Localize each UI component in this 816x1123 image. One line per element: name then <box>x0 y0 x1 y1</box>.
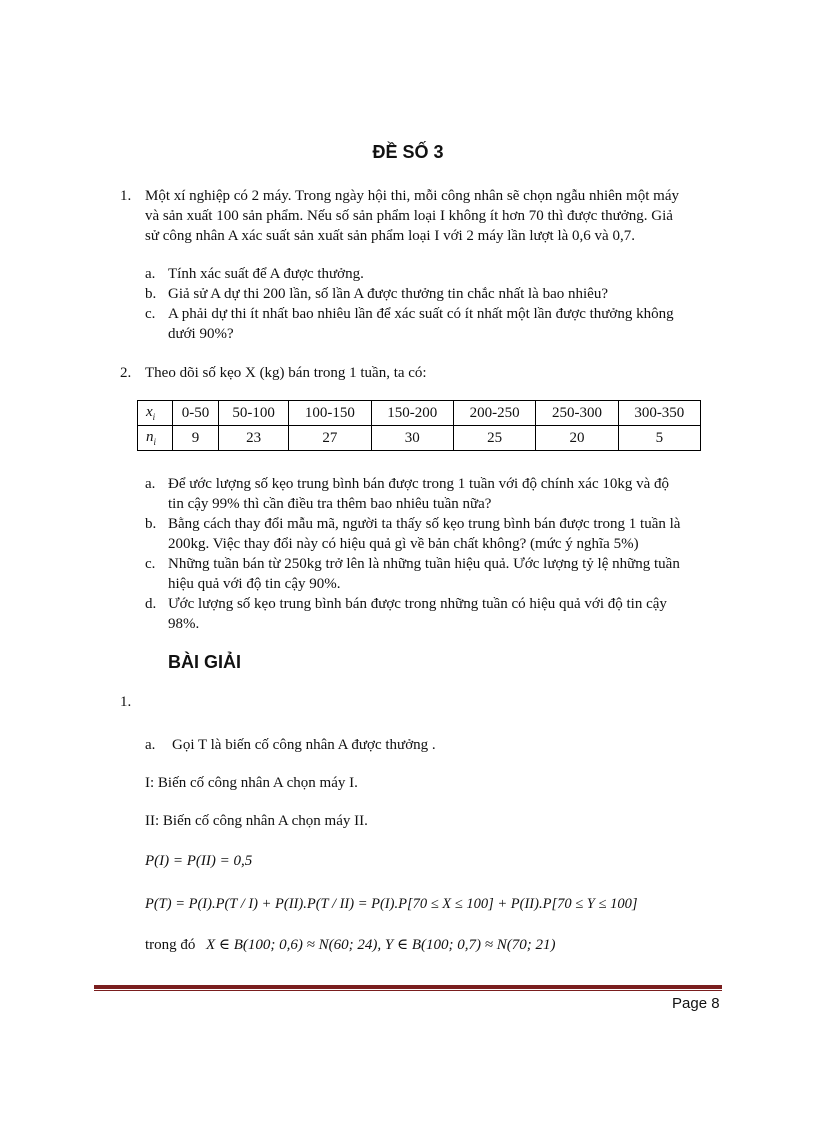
equation-prior: P(I) = P(II) = 0,5 <box>145 853 253 869</box>
count-cell: 23 <box>219 426 289 451</box>
x-symbol: x <box>146 404 153 420</box>
q2-item-c-text-2: hiệu quả với độ tin cậy 90%. <box>168 576 341 592</box>
x-subscript: i <box>152 412 156 422</box>
interval-cell: 300-350 <box>618 401 700 426</box>
q2-item-a-text-2: tin cậy 99% thì cần điều tra thêm bao nhiêu tuần nữa? <box>168 496 492 512</box>
question-1-number: 1. <box>120 188 132 204</box>
page-title: ĐỀ SỐ 3 <box>372 142 444 162</box>
footer-rule-thin <box>94 990 722 991</box>
question-2-number: 2. <box>120 365 132 381</box>
q1-item-c-text-2: dưới 90%? <box>168 326 234 342</box>
interval-cell: 200-250 <box>453 401 535 426</box>
question-1-line-3: sử công nhân A xác suất sản xuất sản phẩm loại I với 2 máy lần lượt là 0,6 và 0,7. <box>145 228 635 244</box>
footer-rule-thick <box>94 985 722 989</box>
table-header-x <box>138 401 173 426</box>
count-cell: 9 <box>173 426 219 451</box>
q1-item-c-label: c. <box>145 306 156 322</box>
q2-item-b-label: b. <box>145 516 157 532</box>
q1-item-a-label: a. <box>145 266 156 282</box>
count-cell: 5 <box>618 426 700 451</box>
n-subscript: i <box>153 437 157 447</box>
q1-item-b-label: b. <box>145 286 157 302</box>
q2-item-a-text-1: Để ước lượng số kẹo trung bình bán được trong 1 tuần với độ chính xác 10kg và độ <box>168 476 670 492</box>
n-symbol: n <box>146 429 154 445</box>
interval-cell: 100-150 <box>289 401 371 426</box>
interval-cell: 250-300 <box>536 401 618 426</box>
q1-item-c-text-1: A phải dự thi ít nhất bao nhiêu lần để xác suất có ít nhất một lần được thưởng không <box>168 306 674 322</box>
q2-item-d-text-2: 98%. <box>168 616 200 632</box>
definition-event-II: II: Biến cố công nhân A chọn máy II. <box>145 813 368 829</box>
interval-cell: 150-200 <box>371 401 453 426</box>
q2-item-c-text-1: Những tuần bán từ 250kg trở lên là những tuần hiệu quả. Ước lượng tỷ lệ những tuần <box>168 556 680 572</box>
count-cell: 20 <box>536 426 618 451</box>
interval-cell: 0-50 <box>173 401 219 426</box>
q2-item-d-label: d. <box>145 596 157 612</box>
q2-item-a-label: a. <box>145 476 156 492</box>
count-cell: 25 <box>453 426 535 451</box>
interval-cell: 50-100 <box>219 401 289 426</box>
frequency-table <box>137 400 701 451</box>
table-header-n <box>138 426 173 451</box>
count-cell: 30 <box>371 426 453 451</box>
solution-a-text: Gọi T là biến cố công nhân A được thưởng . <box>172 737 436 753</box>
q2-item-b-text-2: 200kg. Việc thay đổi này có hiệu quả gì về bản chất không? (mức ý nghĩa 5%) <box>168 536 639 552</box>
question-2-intro: Theo dõi số kẹo X (kg) bán trong 1 tuần, ta có: <box>145 365 427 381</box>
q2-item-b-text-1: Bằng cách thay đổi mẫu mã, người ta thấy số kẹo trung bình bán được trong 1 tuần là <box>168 516 681 532</box>
q1-item-b-text: Giả sử A dự thi 200 lần, số lần A được thưởng tin chắc nhất là bao nhiêu? <box>168 286 608 302</box>
solution-a-label: a. <box>145 737 156 753</box>
q2-item-d-text-1: Ước lượng số kẹo trung bình bán được trong những tuần có hiệu quả với độ tin cậy <box>168 596 667 612</box>
count-cell: 27 <box>289 426 371 451</box>
equation-distributions: X ∈ B(100; 0,6) ≈ N(60; 24), Y ∈ B(100; 0,7) ≈ N(70; 21) <box>206 937 556 953</box>
question-1-line-2: và sản xuất 100 sản phẩm. Nếu số sản phẩm loại I không ít hơn 70 thì được thưởng. Giả <box>145 208 673 224</box>
table-row-counts <box>138 426 701 451</box>
q1-item-a-text: Tính xác suất để A được thưởng. <box>168 266 364 282</box>
solution-1-number: 1. <box>120 694 132 710</box>
definition-event-I: I: Biến cố công nhân A chọn máy I. <box>145 775 358 791</box>
q2-item-c-label: c. <box>145 556 156 572</box>
solution-heading: BÀI GIẢI <box>168 652 242 672</box>
table-row-intervals <box>138 401 701 426</box>
page-number: Page 8 <box>672 995 720 1012</box>
equation-total-probability: P(T) = P(I).P(T / I) + P(II).P(T / II) = P(I).P[70 ≤ X ≤ 100] + P(II).P[70 ≤ Y ≤ 100] <box>145 896 638 912</box>
where-label: trong đó <box>145 937 196 953</box>
question-1-line-1: Một xí nghiệp có 2 máy. Trong ngày hội thi, mỗi công nhân sẽ chọn ngẫu nhiên một máy <box>145 188 679 204</box>
